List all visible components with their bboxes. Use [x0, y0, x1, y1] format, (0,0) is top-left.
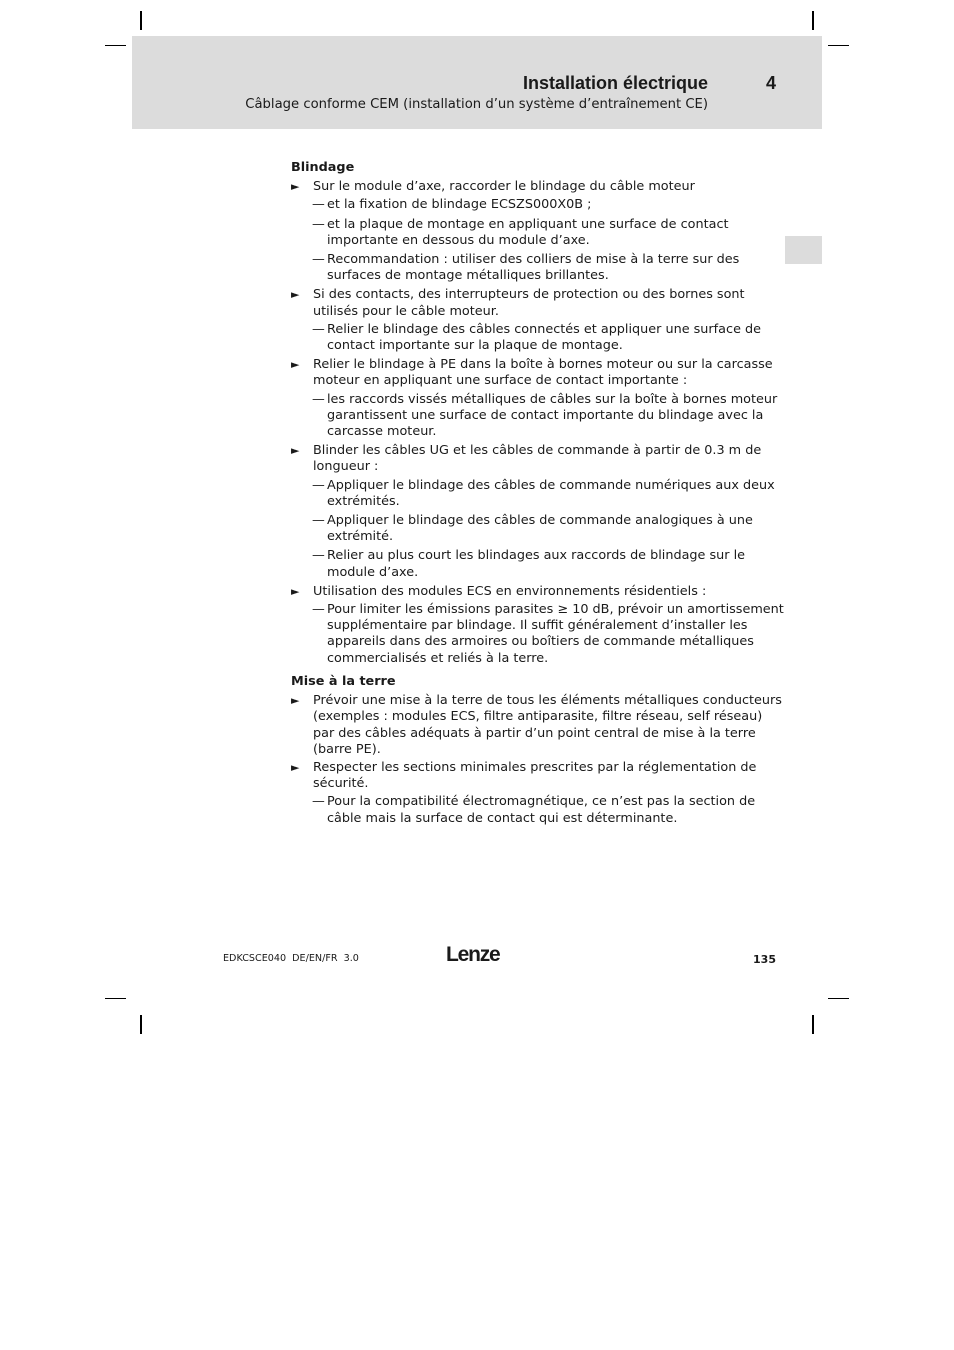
bullet-item	[291, 443, 785, 475]
crop-mark	[105, 45, 126, 46]
dash-icon: —	[312, 216, 325, 232]
sub-item	[291, 602, 785, 667]
sub-item	[291, 478, 785, 510]
sub-item	[291, 794, 785, 826]
triangle-bullet-icon: ►	[291, 180, 300, 194]
section-heading: Mise à la terre	[291, 673, 396, 689]
sub-item	[291, 197, 785, 213]
sub-item	[291, 548, 785, 580]
triangle-bullet-icon: ►	[291, 288, 300, 302]
sub-item	[291, 513, 785, 545]
chapter-subtitle: Câblage conforme CEM (installation d’un système d’entraînement CE)	[245, 97, 708, 112]
sub-item	[291, 322, 785, 354]
bullet-text: Sur le module d’axe, raccorder le blindage du câble moteur	[313, 179, 695, 195]
crop-mark	[828, 998, 849, 999]
page-content	[291, 160, 785, 830]
bullet-text: Si des contacts, des interrupteurs de protection ou des bornes sont utilisés pour le câble moteur.	[313, 287, 745, 319]
triangle-bullet-icon: ►	[291, 358, 300, 372]
crop-mark	[140, 1015, 142, 1034]
crop-mark	[828, 45, 849, 46]
dash-icon: —	[312, 602, 325, 618]
triangle-bullet-icon: ►	[291, 444, 300, 458]
section-heading: Blindage	[291, 160, 355, 175]
sub-text: Pour la compatibilité électromagnétique, ce n’est pas la section de câble mais la surface de contact qui est déterminante.	[327, 794, 756, 826]
sub-item	[291, 392, 785, 441]
bullet-item	[291, 179, 785, 195]
bullet-item	[291, 693, 785, 758]
sub-text: et la plaque de montage en appliquant une surface de contact importante en dessous du module d’axe.	[327, 216, 729, 248]
triangle-bullet-icon: ►	[291, 584, 300, 598]
sub-item	[291, 252, 785, 284]
dash-icon: —	[312, 391, 325, 407]
triangle-bullet-icon: ►	[291, 694, 300, 708]
lenze-logo: Lenze	[446, 943, 500, 966]
bullet-text: Respecter les sections minimales prescrites par la réglementation de sécurité.	[313, 759, 757, 792]
sub-text: Relier au plus court les blindages aux raccords de blindage sur le module d’axe.	[327, 548, 746, 580]
bullet-text: Utilisation des modules ECS en environnements résidentiels :	[313, 583, 707, 599]
sub-text: et la fixation de blindage ECSZS000X0B ;	[327, 197, 592, 213]
bullet-item	[291, 584, 785, 600]
sub-item	[291, 217, 785, 249]
dash-icon: —	[312, 477, 325, 493]
sub-text: Pour limiter les émissions parasites ≥ 10 dB, prévoir un amortissement supplémentaire par blindage. Il suffit généralement d’installer les appareils dans des armoires ou boîtiers de commande métalliques commercialisés et reliés à la terre.	[327, 602, 784, 666]
chapter-title: Installation électrique	[522, 73, 708, 93]
document-code: EDKCSCE040 DE/EN/FR 3.0	[223, 953, 359, 964]
dash-icon: —	[312, 794, 325, 810]
sub-text: les raccords vissés métalliques de câbles sur la boîte à bornes moteur garantissent une surface de contact importante du blindage avec la carcasse moteur.	[327, 391, 778, 440]
sub-text: Relier le blindage des câbles connectés et appliquer une surface de contact importante sur la plaque de montage.	[327, 321, 762, 354]
sub-text: Appliquer le blindage des câbles de commande numériques aux deux extrémités.	[327, 477, 775, 509]
dash-icon: —	[312, 548, 325, 564]
crop-mark	[105, 998, 126, 999]
dash-icon: —	[312, 197, 325, 213]
bullet-item	[291, 287, 785, 319]
chapter-side-tab	[785, 236, 822, 264]
sub-text: Recommandation : utiliser des colliers de mise à la terre sur des surfaces de montage métalliques brillantes.	[327, 252, 740, 284]
dash-icon: —	[312, 321, 325, 337]
page-number: 135	[753, 953, 776, 966]
triangle-bullet-icon: ►	[291, 760, 300, 774]
bullet-text: Blinder les câbles UG et les câbles de commande à partir de 0.3 m de longueur :	[313, 443, 762, 475]
sub-text: Appliquer le blindage des câbles de commande analogiques à une extrémité.	[327, 513, 753, 545]
chapter-number: 4	[766, 73, 777, 93]
bullet-text: Prévoir une mise à la terre de tous les éléments métalliques conducteurs (exemples : modules ECS, filtre antiparasite, filtre réseau, self réseau) par des câbles adéquats à partir d’un point central de mise à la terre (barre PE).	[313, 693, 782, 757]
dash-icon: —	[312, 252, 325, 268]
dash-icon: —	[312, 513, 325, 529]
crop-mark	[812, 1015, 814, 1034]
bullet-text: Relier le blindage à PE dans la boîte à bornes moteur ou sur la carcasse moteur en appliquant une surface de contact importante :	[313, 357, 773, 389]
bullet-item	[291, 357, 785, 389]
crop-mark	[812, 11, 814, 30]
bullet-item	[291, 760, 785, 792]
crop-mark	[140, 11, 142, 30]
header-band	[132, 36, 822, 129]
